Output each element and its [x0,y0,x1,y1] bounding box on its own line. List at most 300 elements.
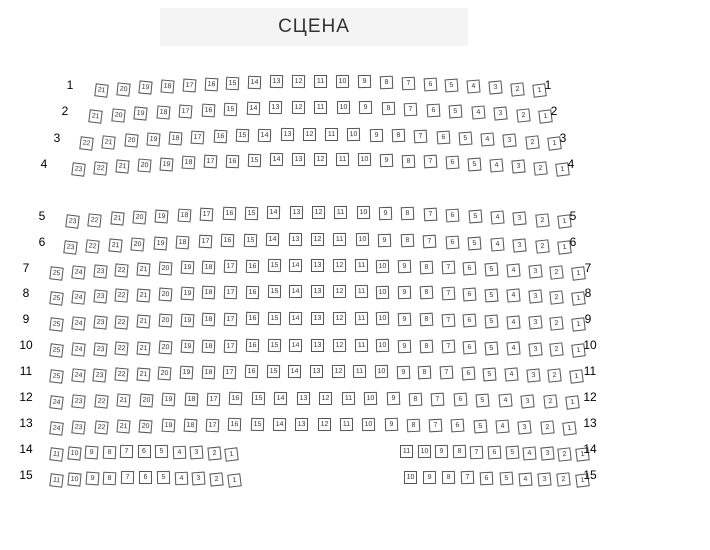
seat[interactable]: 7 [441,261,455,275]
seat[interactable]: 9 [396,365,410,379]
seat[interactable]: 20 [139,393,153,407]
seat[interactable]: 2 [550,265,564,279]
seat[interactable]: 13 [290,206,303,219]
seat[interactable]: 13 [280,128,293,141]
seat[interactable]: 16 [201,103,215,117]
seat[interactable]: 19 [161,419,175,433]
seat[interactable]: 16 [204,77,218,91]
seat[interactable]: 4 [498,394,512,408]
seat[interactable]: 16 [222,207,236,221]
seat[interactable]: 23 [71,162,85,176]
seat[interactable]: 12 [332,365,345,378]
seat[interactable]: 7 [423,235,437,249]
seat[interactable]: 21 [102,135,116,149]
seat[interactable]: 18 [169,131,183,145]
seat[interactable]: 13 [297,392,310,405]
seat[interactable]: 14 [258,128,271,141]
seat[interactable]: 4 [490,237,504,251]
seat[interactable]: 2 [540,421,554,435]
seat[interactable]: 21 [88,109,102,123]
seat[interactable]: 2 [550,290,564,304]
seat[interactable]: 9 [85,472,99,486]
seat[interactable]: 6 [436,130,450,144]
seat[interactable]: 3 [493,107,507,121]
seat[interactable]: 24 [49,421,63,435]
seat[interactable]: 5 [468,210,482,224]
seat[interactable]: 3 [537,472,551,486]
seat[interactable]: 1 [562,421,576,435]
seat[interactable]: 22 [88,213,102,227]
seat[interactable]: 22 [115,342,129,356]
seat[interactable]: 7 [120,445,133,458]
seat[interactable]: 10 [336,101,349,114]
seat[interactable]: 7 [441,340,455,354]
seat[interactable]: 6 [461,367,475,381]
seat[interactable]: 17 [182,78,196,92]
seat[interactable]: 19 [153,236,167,250]
seat[interactable]: 20 [116,82,130,96]
seat[interactable]: 15 [267,285,280,298]
seat[interactable]: 16 [228,418,241,431]
seat[interactable]: 10 [404,471,417,484]
seat[interactable]: 1 [557,214,571,228]
seat[interactable]: 11 [334,206,347,219]
seat[interactable]: 11 [353,365,366,378]
seat[interactable]: 5 [473,419,487,433]
seat[interactable]: 23 [93,368,107,382]
seat[interactable]: 10 [356,233,369,246]
seat[interactable]: 15 [267,259,280,272]
seat[interactable]: 20 [137,158,151,172]
seat[interactable]: 14 [274,392,287,405]
seat[interactable]: 18 [183,419,197,433]
seat[interactable]: 7 [401,76,415,90]
seat[interactable]: 9 [398,260,412,274]
seat[interactable]: 10 [358,153,371,166]
seat[interactable]: 17 [224,313,238,327]
seat[interactable]: 10 [67,472,81,486]
seat[interactable]: 14 [289,339,302,352]
seat[interactable]: 16 [246,339,259,352]
seat[interactable]: 6 [453,393,467,407]
seat[interactable]: 5 [445,78,459,92]
seat[interactable]: 1 [538,109,552,123]
seat[interactable]: 17 [206,418,220,432]
seat[interactable]: 14 [273,418,286,431]
seat[interactable]: 19 [138,81,152,95]
seat[interactable]: 4 [471,105,485,119]
seat[interactable]: 11 [340,418,353,431]
seat[interactable]: 6 [480,471,494,485]
seat[interactable]: 1 [557,240,571,254]
seat[interactable]: 19 [162,393,176,407]
seat[interactable]: 2 [535,213,549,227]
seat[interactable]: 10 [347,128,360,141]
seat[interactable]: 17 [191,130,205,144]
seat[interactable]: 8 [402,154,416,168]
seat[interactable]: 24 [71,290,85,304]
seat[interactable]: 18 [202,313,216,327]
seat[interactable]: 20 [158,367,172,381]
seat[interactable]: 8 [103,471,117,485]
seat[interactable]: 24 [71,343,85,357]
seat[interactable]: 9 [398,313,412,327]
seat[interactable]: 22 [115,263,129,277]
seat[interactable]: 8 [401,207,415,221]
seat[interactable]: 18 [201,366,215,380]
seat[interactable]: 20 [124,134,138,148]
seat[interactable]: 6 [445,235,459,249]
seat[interactable]: 20 [139,419,153,433]
seat[interactable]: 14 [289,285,302,298]
seat[interactable]: 22 [86,239,100,253]
seat[interactable]: 23 [72,421,86,435]
seat[interactable]: 2 [558,447,572,461]
seat[interactable]: 18 [182,156,196,170]
seat[interactable]: 10 [67,446,81,460]
seat[interactable]: 16 [229,392,242,405]
seat[interactable]: 1 [547,136,561,150]
seat[interactable]: 14 [248,76,261,89]
seat[interactable]: 3 [528,342,542,356]
seat[interactable]: 2 [207,446,221,460]
seat[interactable]: 1 [571,317,585,331]
seat[interactable]: 11 [342,392,355,405]
seat[interactable]: 21 [110,212,124,226]
seat[interactable]: 21 [108,238,122,252]
seat[interactable]: 1 [569,369,583,383]
seat[interactable]: 9 [423,471,436,484]
seat[interactable]: 13 [311,312,324,325]
seat[interactable]: 13 [311,339,324,352]
seat[interactable]: 5 [484,288,498,302]
seat[interactable]: 1 [571,343,585,357]
seat[interactable]: 11 [400,445,413,458]
seat[interactable]: 18 [202,340,216,354]
seat[interactable]: 19 [180,340,194,354]
seat[interactable]: 6 [463,341,477,355]
seat[interactable]: 11 [325,128,338,141]
seat[interactable]: 21 [94,83,108,97]
seat[interactable]: 9 [359,101,372,114]
seat[interactable]: 6 [423,77,437,91]
seat[interactable]: 21 [136,341,150,355]
seat[interactable]: 13 [270,75,283,88]
seat[interactable]: 15 [267,365,280,378]
seat[interactable]: 23 [93,342,107,356]
seat[interactable]: 5 [157,471,170,484]
seat[interactable]: 3 [192,472,206,486]
seat[interactable]: 14 [246,102,259,115]
seat[interactable]: 17 [207,392,221,406]
seat[interactable]: 22 [79,136,93,150]
seat[interactable]: 12 [312,206,325,219]
seat[interactable]: 7 [441,313,455,327]
seat[interactable]: 9 [370,128,383,141]
seat[interactable]: 23 [72,395,86,409]
seat[interactable]: 5 [449,104,463,118]
seat[interactable]: 21 [136,367,150,381]
seat[interactable]: 10 [418,445,431,458]
seat[interactable]: 10 [376,285,389,298]
seat[interactable]: 4 [172,445,186,459]
seat[interactable]: 18 [202,286,216,300]
seat[interactable]: 7 [461,471,475,485]
seat[interactable]: 14 [289,312,302,325]
seat[interactable]: 23 [93,264,107,278]
seat[interactable]: 17 [224,339,238,353]
seat[interactable]: 20 [158,287,172,301]
seat[interactable]: 25 [49,291,63,305]
seat[interactable]: 19 [180,287,194,301]
seat[interactable]: 24 [71,317,85,331]
seat[interactable]: 20 [111,108,125,122]
seat[interactable]: 17 [204,155,218,169]
seat[interactable]: 21 [136,314,150,328]
seat[interactable]: 7 [429,419,443,433]
seat[interactable]: 11 [336,153,349,166]
seat[interactable]: 3 [190,446,204,460]
seat[interactable]: 19 [180,313,194,327]
seat[interactable]: 14 [289,259,302,272]
seat[interactable]: 9 [398,339,412,353]
seat[interactable]: 3 [526,368,540,382]
seat[interactable]: 3 [503,134,517,148]
seat[interactable]: 9 [380,154,393,167]
seat[interactable]: 6 [451,419,465,433]
seat[interactable]: 12 [333,285,346,298]
seat[interactable]: 3 [513,212,527,226]
seat[interactable]: 17 [224,286,238,300]
seat[interactable]: 4 [506,342,520,356]
seat[interactable]: 9 [384,418,397,431]
seat[interactable]: 21 [116,420,130,434]
seat[interactable]: 23 [65,214,79,228]
seat[interactable]: 7 [470,445,484,459]
seat[interactable]: 25 [49,317,63,331]
seat[interactable]: 15 [251,418,264,431]
seat[interactable]: 10 [375,365,388,378]
seat[interactable]: 8 [419,340,433,354]
seat[interactable]: 15 [267,339,280,352]
seat[interactable]: 1 [565,395,579,409]
seat[interactable]: 11 [354,259,367,272]
seat[interactable]: 10 [376,312,389,325]
seat[interactable]: 5 [155,445,168,458]
seat[interactable]: 19 [146,133,160,147]
seat[interactable]: 18 [202,260,216,274]
seat[interactable]: 17 [200,208,214,222]
seat[interactable]: 8 [409,392,423,406]
seat[interactable]: 2 [510,82,524,96]
seat[interactable]: 9 [378,234,391,247]
seat[interactable]: 7 [441,287,455,301]
seat[interactable]: 4 [496,420,510,434]
seat[interactable]: 8 [401,234,415,248]
seat[interactable]: 4 [506,289,520,303]
seat[interactable]: 13 [311,285,324,298]
seat[interactable]: 15 [252,392,265,405]
seat[interactable]: 4 [523,446,537,460]
seat[interactable]: 9 [398,286,412,300]
seat[interactable]: 21 [117,394,131,408]
seat[interactable]: 4 [518,472,532,486]
seat[interactable]: 22 [93,161,107,175]
seat[interactable]: 1 [555,162,569,176]
seat[interactable]: 4 [489,158,503,172]
seat[interactable]: 16 [213,130,227,144]
seat[interactable]: 8 [442,471,455,484]
seat[interactable]: 4 [504,368,518,382]
seat[interactable]: 14 [270,153,283,166]
seat[interactable]: 14 [288,365,301,378]
seat[interactable]: 22 [115,289,129,303]
seat[interactable]: 16 [245,365,258,378]
seat[interactable]: 17 [179,104,193,118]
seat[interactable]: 16 [246,312,259,325]
seat[interactable]: 15 [243,234,256,247]
seat[interactable]: 4 [506,263,520,277]
seat[interactable]: 16 [226,154,240,168]
seat[interactable]: 8 [419,313,433,327]
seat[interactable]: 2 [543,395,557,409]
seat[interactable]: 9 [379,207,392,220]
seat[interactable]: 25 [49,266,63,280]
seat[interactable]: 19 [160,157,174,171]
seat[interactable]: 3 [528,316,542,330]
seat[interactable]: 5 [468,157,482,171]
seat[interactable]: 11 [354,285,367,298]
seat[interactable]: 12 [318,418,331,431]
seat[interactable]: 20 [158,341,172,355]
seat[interactable]: 25 [49,369,63,383]
seat[interactable]: 18 [184,393,198,407]
seat[interactable]: 2 [550,317,564,331]
seat[interactable]: 4 [467,79,481,93]
seat[interactable]: 13 [292,153,305,166]
seat[interactable]: 8 [381,102,394,115]
seat[interactable]: 10 [376,339,389,352]
seat[interactable]: 11 [314,101,327,114]
seat[interactable]: 6 [426,103,440,117]
seat[interactable]: 1 [575,473,589,487]
seat[interactable]: 19 [180,366,194,380]
seat[interactable]: 12 [319,392,332,405]
seat[interactable]: 23 [63,240,77,254]
seat[interactable]: 12 [333,259,346,272]
seat[interactable]: 10 [364,392,377,405]
seat[interactable]: 18 [177,209,191,223]
seat[interactable]: 2 [525,135,539,149]
seat[interactable]: 5 [468,236,482,250]
seat[interactable]: 7 [440,366,454,380]
seat[interactable]: 7 [121,471,134,484]
seat[interactable]: 11 [354,312,367,325]
seat[interactable]: 2 [516,108,530,122]
seat[interactable]: 19 [155,210,169,224]
seat[interactable]: 11 [354,339,367,352]
seat[interactable]: 23 [93,290,107,304]
seat[interactable]: 3 [528,264,542,278]
seat[interactable]: 8 [392,129,406,143]
seat[interactable]: 24 [71,265,85,279]
seat[interactable]: 3 [511,160,525,174]
seat[interactable]: 1 [571,291,585,305]
seat[interactable]: 22 [114,368,128,382]
seat[interactable]: 3 [540,446,554,460]
seat[interactable]: 18 [176,235,190,249]
seat[interactable]: 8 [379,76,392,89]
seat[interactable]: 7 [423,208,437,222]
seat[interactable]: 7 [414,130,428,144]
seat[interactable]: 25 [49,343,63,357]
seat[interactable]: 14 [266,233,279,246]
seat[interactable]: 14 [267,206,280,219]
seat[interactable]: 23 [93,316,107,330]
seat[interactable]: 24 [71,369,85,383]
seat[interactable]: 2 [548,369,562,383]
seat[interactable]: 12 [311,233,324,246]
seat[interactable]: 10 [362,418,375,431]
seat[interactable]: 16 [246,259,259,272]
seat[interactable]: 10 [336,75,349,88]
seat[interactable]: 8 [453,445,466,458]
seat[interactable]: 9 [85,446,99,460]
seat[interactable]: 21 [136,262,150,276]
seat[interactable]: 18 [160,79,174,93]
seat[interactable]: 5 [476,393,490,407]
seat[interactable]: 5 [499,472,513,486]
seat[interactable]: 19 [180,261,194,275]
seat[interactable]: 12 [333,312,346,325]
seat[interactable]: 13 [269,101,282,114]
seat[interactable]: 2 [556,473,570,487]
seat[interactable]: 7 [404,102,418,116]
seat[interactable]: 15 [224,102,238,116]
seat[interactable]: 22 [115,315,129,329]
seat[interactable]: 20 [158,262,172,276]
seat[interactable]: 6 [463,287,477,301]
seat[interactable]: 8 [418,366,432,380]
seat[interactable]: 6 [488,445,502,459]
seat[interactable]: 12 [303,128,316,141]
seat[interactable]: 20 [158,314,172,328]
seat[interactable]: 1 [227,473,241,487]
seat[interactable]: 17 [223,365,237,379]
seat[interactable]: 19 [133,107,147,121]
seat[interactable]: 2 [533,161,547,175]
seat[interactable]: 20 [131,237,145,251]
seat[interactable]: 13 [288,233,301,246]
seat[interactable]: 10 [376,259,389,272]
seat[interactable]: 6 [139,471,152,484]
seat[interactable]: 21 [115,160,129,174]
seat[interactable]: 11 [49,447,63,461]
seat[interactable]: 12 [314,153,327,166]
seat[interactable]: 12 [292,75,305,88]
seat[interactable]: 16 [246,285,259,298]
seat[interactable]: 6 [446,156,460,170]
seat[interactable]: 5 [484,262,498,276]
seat[interactable]: 11 [314,75,327,88]
seat[interactable]: 3 [512,238,526,252]
seat[interactable]: 13 [295,418,308,431]
seat[interactable]: 4 [174,471,188,485]
seat[interactable]: 5 [505,446,519,460]
seat[interactable]: 1 [532,83,546,97]
seat[interactable]: 10 [357,206,370,219]
seat[interactable]: 2 [210,472,224,486]
